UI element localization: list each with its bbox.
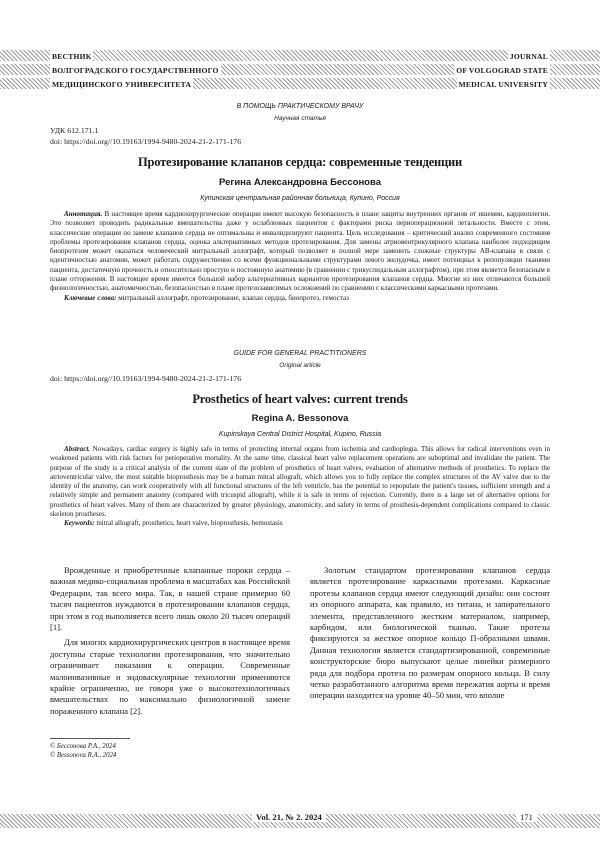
- doi-en: doi: https://doi.org//10.19163/1994-9480-2024-21-2-171-176: [50, 374, 242, 383]
- title-en: Prosthetics of heart valves: current trends: [192, 392, 408, 406]
- affiliation-ru: Купинская центральная районная больница, Купино, Россия: [200, 195, 400, 202]
- journal-name-en-line2: OF VOLGOGRAD STATE: [454, 64, 550, 78]
- copyright-ru: © Бессонова Р.А., 2024: [50, 743, 116, 750]
- body-paragraph: Золотым стандартом протезирования клапанов сердца является протезирование каркасными протезами. Каркасные протезы клапанов сердца имеют следующий дизайн: они состоят из опорного аппарата, как правило, из титана, и запирательного элемента, представленного жестким материалом, например, карбидом, или биологической тканью. Такие протезы фиксируются за жесткое опорное кольцо П-образными швами. Данная технология является стандартизированной, современные конструкторские бюро выпускают целые линейки размерного ряда для подбора протеза по размерам опорного кольца. В силу четко разработанного алгоритма время пережатия аорты и время операции находится на уровне 40–50 мин, что вполне: [310, 565, 550, 701]
- article-type-ru: Научная статья: [274, 115, 326, 122]
- keywords-ru: митральный аллографт, протезирование, клапан сердца, биопротез, гемостаз: [118, 293, 349, 302]
- section-ru: В ПОМОЩЬ ПРАКТИЧЕСКОМУ ВРАЧУ: [236, 103, 364, 110]
- page-number: 171: [516, 812, 537, 822]
- section-en: GUIDE FOR GENERAL PRACTITIONERS: [233, 350, 367, 357]
- doi-ru: doi: https://doi.org//10.19163/1994-9480-2024-21-2-171-176: [50, 137, 242, 146]
- volume-info: Vol. 21, № 2. 2024: [252, 812, 326, 822]
- abstract-ru-text: В настоящее время кардиохирургические операции имеют высокую безопасность в плане защиты внутренних органов от ишемии, кардиоплегии. Это позволяет проводить радикальные вмешательства даже у ослабленных пациентов с факторами риска периоперационной летальности. Вместе с этим, классические операции по замене клапанов сердца не оптимальны и инвалидизируют пациента. Цель исследования – критический анализ современного состояния проблемы протезирования клапанов сердца, оценка альтернативных методов протезирования. Для замены атриовентрикулярного клапана наиболее подходящим биопротезом может оказаться человеческий митральный аллографт, который позволяет в полной мере заменить сложные структуры АВ-клапана в связи с идентичностью анатомии, может работать содружественно со всеми функциональными структурами левого желудочка, имеет потенциал к репопуляции тканями пациента, достаточную прочность и относительно простую и постоянную анатомию (в сравнении с трикуспидальным аллографтом), при этом является безопасным в плане отторжения. В настоящее время имеется большой набор альтернативных вариантов протезирования клапанов сердца. Многие из них отличаются большей физиологичностью, анатомичностью, безопасностью в плане протезозависимых осложнений по сравнению с классическими каркасными протезами.: [50, 210, 550, 293]
- journal-name-ru-line1: ВЕСТНИК: [50, 50, 93, 64]
- journal-name-ru: [50, 50, 221, 92]
- abstract-ru: [50, 210, 550, 303]
- journal-name-en-line1: JOURNAL: [508, 50, 550, 64]
- journal-name-en-line3: MEDICAL UNIVERSITY: [457, 78, 550, 92]
- keywords-ru-lead: Ключевые слова:: [64, 293, 117, 302]
- title-ru: Протезирование клапанов сердца: современные тенденции: [137, 155, 463, 169]
- abstract-en-text: Nowadays, cardiac surgery is highly safe in terms of protecting internal organs from ischemia and cardioplegia. This allows for radical interventions even in weakened patients with risk factors for perioperative mortality. At the same time, classical heart valve replacement operations are suboptimal and invalidate the patient. The purpose of the study is a critical analysis of the current state of the problem of prosthetics of heart valves, evaluation of alternative methods of prosthetics. To replace the atrioventricular valve, the most suitable bioprosthesis may be a human mitral allograft, which allows you to fully replace the complex structures of the AV valve due to the identity of the anatomy, can work cooperatively with all functional structures of the left ventricle, has the potential to repopulate the patient's tissues, sufficient strength and a relatively simple and permanent anatomy (compared with tricuspid allograft), while it is safe in terms of rejection. Currently, there is a large set of alternative options for prosthetics of heart valves. Many of them are characterized by greater physiology, anatomicity, and safety in terms of prosthesis-dependent complications compared to classic skeleton prostheses.: [50, 445, 550, 519]
- author-ru: Регина Александровна Бессонова: [219, 177, 381, 188]
- journal-name-ru-line2: ВОЛГОГРАДСКОГО ГОСУДАРСТВЕННОГО: [50, 64, 221, 78]
- author-en: Regina A. Bessonova: [251, 413, 349, 424]
- affiliation-en: Kupinskaya Central District Hospital, Kupino, Russia: [218, 431, 382, 438]
- body-paragraph: Для многих кардиохирургических центров в настоящее время доступны старые технологии протезирования, что значительно ограничивает показания к операции. Современные малоинвазивные и эндоваскулярные технологии применяются крайне ограниченно, не говоря уже о высокотехнологичных вмешательствах по максимально физиологичной замене пораженного клапана [2].: [50, 637, 290, 716]
- copyright: [50, 742, 116, 760]
- abstract-ru-lead: Аннотация.: [64, 210, 103, 218]
- journal-name-ru-line3: МЕДИЦИНСКОГО УНИВЕРСИТЕТА: [50, 78, 193, 92]
- journal-name-en: [454, 50, 550, 92]
- copyright-rule: [50, 738, 130, 739]
- body-column-left: [50, 565, 290, 721]
- body-column-right: [310, 565, 550, 706]
- abstract-en-lead: Abstract.: [64, 445, 91, 453]
- udc: УДК 612.171.1: [50, 126, 99, 135]
- keywords-en-lead: Keywords:: [64, 519, 95, 528]
- copyright-en: © Bessonova R.A., 2024: [50, 752, 117, 759]
- keywords-en: mitral allograft, prosthetics, heart valve, bioprosthesis, hemostasis: [96, 519, 283, 528]
- abstract-en: [50, 445, 550, 529]
- article-type-en: Original article: [279, 362, 321, 369]
- body-paragraph: Врожденные и приобретенные клапанные пороки сердца – важная медико-социальная проблема в масштабах как Российской Федерации, так всего мира. Так, в нашей стране примерно 60 тысяч пациентов нуждаются в протезировании клапанов сердца, при этом в год выполняется всего лишь около 20 тысяч операций [1].: [50, 565, 290, 633]
